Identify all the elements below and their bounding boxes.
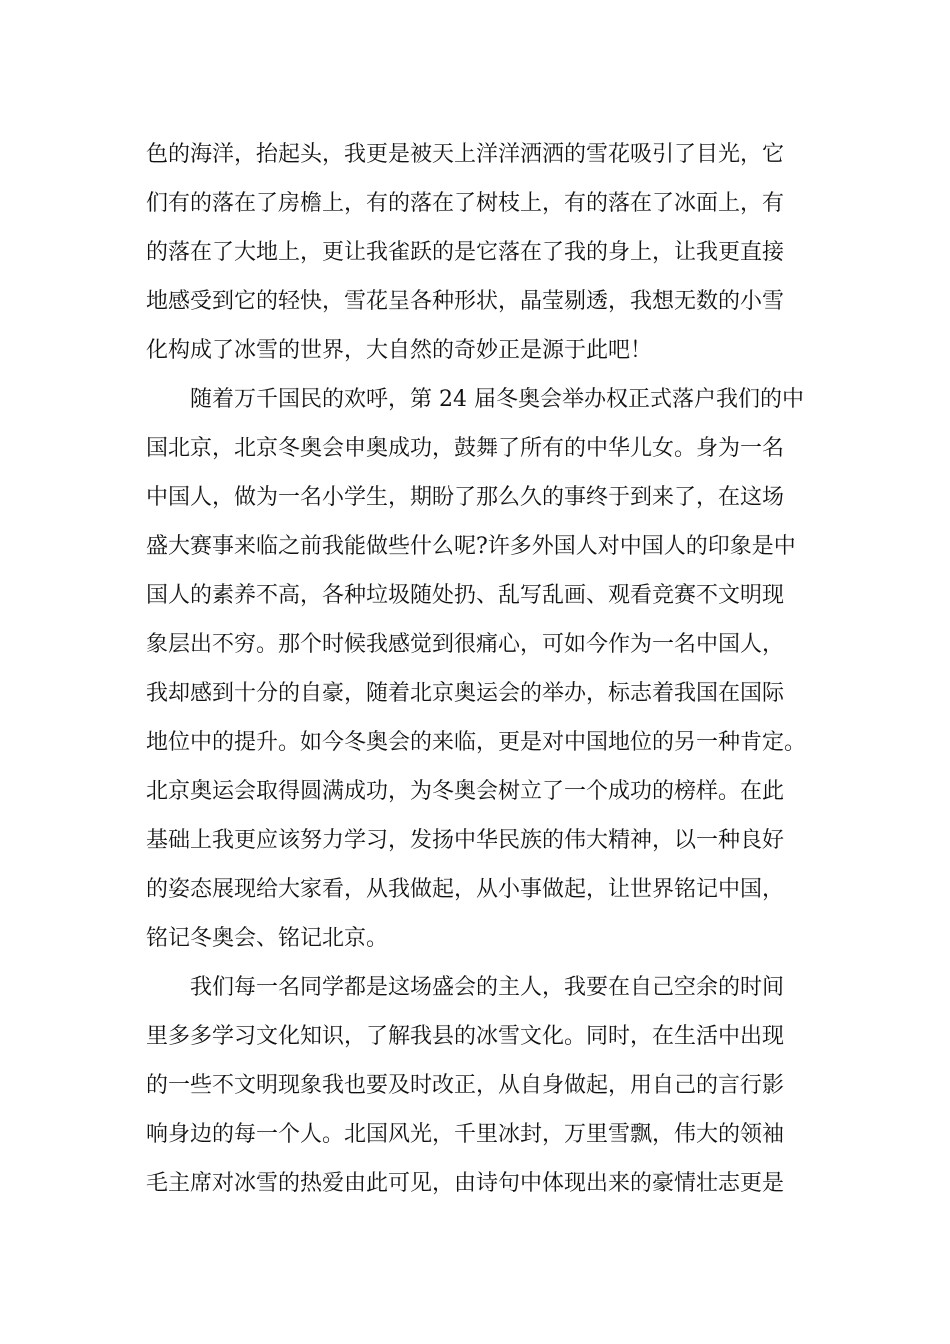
text-line: 们有的落在了房檐上，有的落在了树枝上，有的落在了冰面上，有	[146, 191, 785, 216]
text-line: 的姿态展现给大家看，从我做起，从小事做起，让世界铭记中国，	[146, 877, 785, 902]
text-line: 中国人，做为一名小学生，期盼了那么久的事终于到来了，在这场	[146, 485, 785, 510]
text-line: 基础上我更应该努力学习，发扬中华民族的伟大精神，以一种良好	[146, 828, 785, 853]
text-line: 地感受到它的轻快，雪花呈各种形状，晶莹剔透，我想无数的小雪	[146, 289, 785, 314]
text-line: 我却感到十分的自豪，随着北京奥运会的举办，标志着我国在国际	[146, 681, 785, 706]
paragraph-3	[146, 963, 826, 1208]
text-line: 象层出不穷。那个时候我感觉到很痛心，可如今作为一名中国人，	[146, 632, 785, 657]
text-line: 的落在了大地上，更让我雀跃的是它落在了我的身上，让我更直接	[146, 240, 785, 265]
paragraph-2	[146, 375, 826, 963]
text-line-first: 随着万千国民的欢呼，第 24 届冬奥会举办权正式落户我们的中	[190, 387, 804, 412]
text-line: 里多多学习文化知识，了解我县的冰雪文化。同时，在生活中出现	[146, 1024, 785, 1049]
text-line: 毛主席对冰雪的热爱由此可见，由诗句中体现出来的豪情壮志更是	[146, 1171, 785, 1196]
paragraph-1	[146, 130, 826, 375]
text-line: 地位中的提升。如今冬奥会的来临，更是对中国地位的另一种肯定。	[146, 730, 807, 755]
text-line: 的一些不文明现象我也要及时改正，从自身做起，用自己的言行影	[146, 1073, 785, 1098]
text-line: 化构成了冰雪的世界，大自然的奇妙正是源于此吧！	[146, 338, 653, 363]
text-line: 铭记冬奥会、铭记北京。	[146, 926, 389, 951]
text-line: 盛大赛事来临之前我能做些什么呢?许多外国人对中国人的印象是中	[146, 534, 796, 559]
text-line: 北京奥运会取得圆满成功，为冬奥会树立了一个成功的榜样。在此	[146, 779, 785, 804]
text-line: 国北京，北京冬奥会申奥成功，鼓舞了所有的中华儿女。身为一名	[146, 436, 785, 461]
text-line: 色的海洋，抬起头，我更是被天上洋洋洒洒的雪花吸引了目光，它	[146, 142, 785, 167]
text-line: 响身边的每一个人。北国风光，千里冰封，万里雪飘，伟大的领袖	[146, 1122, 785, 1147]
document-body	[146, 130, 826, 1208]
text-line-first: 我们每一名同学都是这场盛会的主人，我要在自己空余的时间	[190, 975, 785, 1000]
text-line: 国人的素养不高，各种垃圾随处扔、乱写乱画、观看竞赛不文明现	[146, 583, 785, 608]
